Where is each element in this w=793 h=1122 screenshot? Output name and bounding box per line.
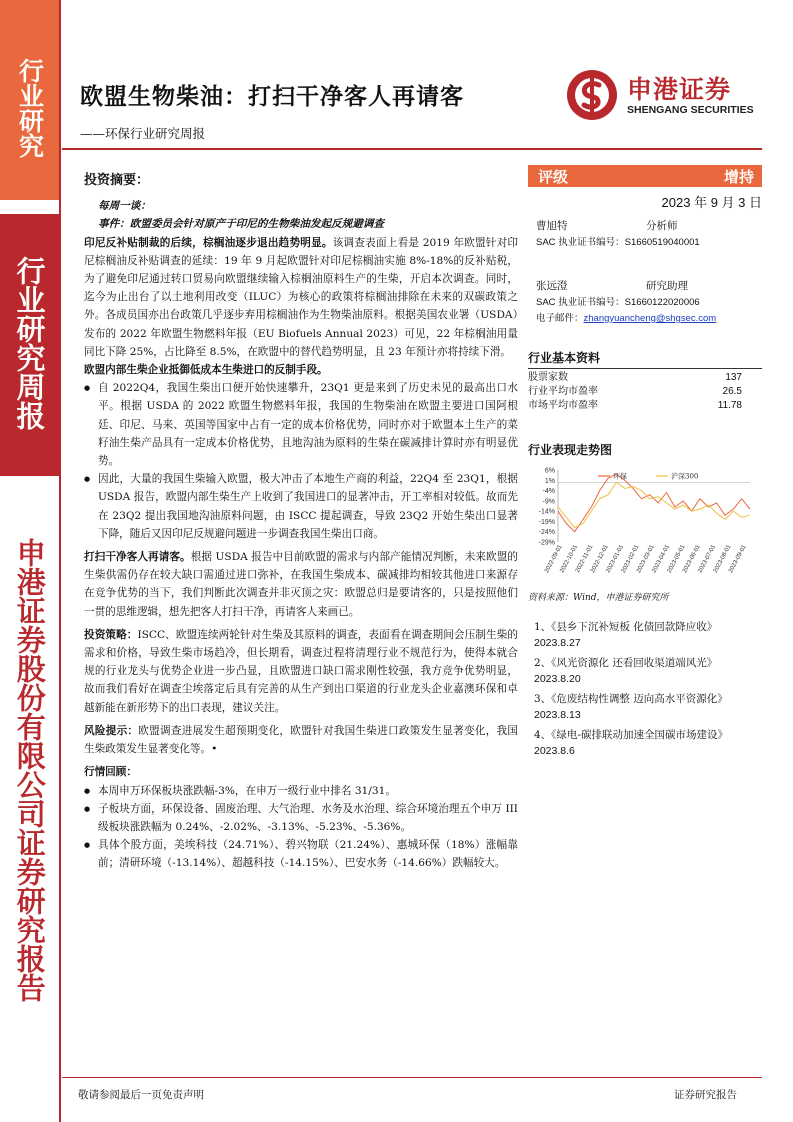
y-tick-label: 6% (544, 467, 555, 475)
performance-chart (528, 464, 762, 588)
x-tick-label: 2023-05-01 (666, 544, 687, 575)
legend-label: 环保 (613, 472, 627, 481)
sidebar (0, 0, 59, 1122)
logo-name-en: SHENGANG SECURITIES (627, 104, 754, 116)
paragraph-1-text: 该调查表面上看是 2019 年欧盟针对印尼棕榈油反补贴调查的延续：19 年 9 月起欧盟针对印尼棕榈油实施 8%-18%的反补贴税，为了避免印尼通过转口贸易向欧盟继续输入棕榈油原料生产的生柴，开启本次调查。同时，迄今为止出台了以土地利用改变（ILUC）为核心的政策将棕榈油排除在未来的双碳政策之外。各成员国亦出台政策几乎逐步弃用棕榈油作为生物柴油原料。根据美国农业署（USDA）发布的 2022 年欧盟生物燃料年报（EU Biofuels Annual 2023）可见，22 年棕榈油用量同比下降 25%，占比降至 8.5%，在欧盟中的替代趋势明显，且 23 年预计亦将持续下滑。 (84, 236, 518, 358)
related-report-date: 2023.8.6 (534, 744, 575, 757)
bullet-2: ● 因此，大量的我国生柴输入欧盟，极大冲击了本地生产商的利益，22Q4 至 23Q1，根据 USDA 报告，欧盟内部生柴生产上收到了我国进口的显著冲击，开工率相对较低。故而先在 23Q2 提出我国地沟油原料问题，由 ISCC 提起调查，导致 23Q2 开始生柴出口显著下降，随后又因印尼反规避问题进一步调查我国生柴出口商。 (84, 470, 518, 543)
y-tick-label: -9% (542, 498, 555, 506)
report-subtitle: ——环保行业研究周报 (80, 126, 206, 141)
x-tick-label: 2023-02-01 (620, 544, 641, 575)
report-title: 欧盟生物柴油：打扫干净客人再请客 (80, 83, 464, 110)
x-tick-label: 2023-09-01 (728, 544, 748, 575)
analyst-2-email-link[interactable]: zhangyuancheng@shgsec.com (583, 313, 717, 324)
x-tick-label: 2023-06-01 (682, 544, 702, 575)
basic-info-label: 市场平均市盈率 (528, 400, 598, 411)
basic-info-label: 行业平均市盈率 (528, 386, 598, 397)
related-report-item[interactable] (528, 692, 762, 723)
main-content (84, 172, 518, 873)
market-bullet-3: ● 具体个股方面，美埃科技（24.71%）、碧兴物联（21.24%）、惠城环保（18%）涨幅靠前；清研环境（-13.14%）、超越科技（-14.15%）、巴安水务（-14.66%）跌幅较大。 (84, 836, 518, 872)
related-report-title: 4、《绿电-碳排联动加速全国碳市场建设》 (534, 729, 728, 741)
bullet-1: ● 自 2022Q4，我国生柴出口便开始快速攀升，23Q1 更是来到了历史未见的最高出口水平。根据 USDA 的 2022 欧盟生物燃料年报，我国的生物柴油在欧盟主要进口国阿根廷、印尼、马来、英国等国家中占有一定的成本价格优势，同时亦对于欧盟本土生产的菜籽油生柴产品具有一定成本价格优势，且地沟油为原料的生柴在碳减排计算时亦有明显优势。 (84, 379, 518, 470)
analyst-2-name: 张远澄 (536, 280, 568, 292)
footer-disclaimer: 敬请参阅最后一页免责声明 (78, 1089, 204, 1101)
company-logo (565, 66, 765, 126)
market-bullet-2: ● 子板块方面，环保设备、固废治理、大气治理、水务及水治理、综合环境治理五个申万 III 级板块涨跌幅为 0.24%、-2.02%、-3.13%、-5.23%、-5.36%。 (84, 800, 518, 836)
rating-bar (528, 165, 762, 187)
paragraph-3-text: 根据 USDA 报告中目前欧盟的需求与内部产能情况判断，未来欧盟的生柴供需仍存在较大缺口需通过进口弥补，在我国生柴成本、碳减排均相较其他进口来源存在竞争优势的当下，我们判断此次调查并非灭顶之灾：欧盟总归是要请客的，只是按照他们一贯的思维逻辑，想先把客人打扫干净，再请客人来画已。 (84, 551, 518, 618)
related-report-item[interactable] (528, 728, 762, 759)
x-tick-label: 2023-01-01 (605, 544, 626, 575)
strategy-text: ISCC、欧盟连续两轮针对生柴及其原料的调查，表面看在调查期间会压制生柴的需求和价格，导致生柴市场趋冷，但长期看，调查过程将清理行业不规范行为，使得本就合规的行业龙头与优势企业进一步凸显，且欧盟进口缺口需求刚性较强，我方竞争优势明显，故而我们看好在调查尘埃落定后具有完善的从生产到出口渠道的行业龙头企业嘉澳环保和卓越新能在新形势下的出口表现，建议关注。 (84, 628, 518, 714)
logo-name-cn: 申港证券 (627, 75, 732, 104)
analyst-2-role: 研究助理 (646, 280, 688, 292)
y-tick-label: -24% (538, 529, 555, 537)
series-line-industry (558, 474, 750, 532)
chart-source: 资料来源：Wind，申港证券研究所 (528, 593, 669, 603)
legend-label: 沪深300 (671, 472, 699, 481)
report-date: 2023 年 9 月 3 日 (661, 195, 762, 210)
market-review-heading: 行情回顾： (84, 766, 137, 779)
basic-info-table (528, 371, 762, 413)
basic-info-heading: 行业基本资料 (528, 349, 762, 369)
x-tick-label: 2022-09-01 (544, 544, 564, 575)
sidebar-top-text: 行业研究 (15, 58, 45, 158)
related-report-date: 2023.8.20 (534, 672, 581, 685)
analyst-1-sac: SAC 执业证书编号：S1660519040001 (536, 237, 700, 248)
paragraph-1 (84, 234, 518, 361)
related-report-title: 1、《县乡下沉补短板 化债回款降应收》 (534, 621, 718, 633)
weekly-label: 每周一谈： (98, 200, 151, 213)
performance-chart-svg (528, 464, 762, 588)
paragraph-3 (84, 548, 518, 621)
basic-info-row (528, 399, 762, 413)
related-report-date: 2023.8.27 (534, 636, 581, 649)
chart-title: 行业表现走势图 (528, 443, 613, 457)
related-reports (528, 620, 762, 759)
sidebar-bottom-label (0, 476, 59, 1122)
x-tick-label: 2022-10-01 (559, 544, 580, 575)
y-tick-label: -4% (542, 488, 555, 496)
abstract-heading: 投资摘要： (84, 173, 150, 188)
related-report-item[interactable] (528, 656, 762, 687)
related-report-date: 2023.8.13 (534, 708, 581, 721)
event-line: 事件：欧盟委员会针对原产于印尼的生物柴油发起反规避调查 (98, 218, 385, 231)
sidebar-divider (59, 0, 61, 1122)
sidebar-mid-label (0, 214, 59, 476)
email-label: 电子邮件： (536, 313, 584, 324)
basic-info-value: 26.5 (722, 386, 742, 397)
x-tick-label: 2022-11-01 (574, 544, 595, 574)
risk-text: 欧盟调查进展发生超预期变化，欧盟针对我国生柴进口政策发生显著变化，我国生柴政策发生显著变化等。• (84, 724, 519, 756)
right-column (528, 165, 762, 764)
basic-info-value: 137 (725, 372, 742, 383)
footer-divider (62, 1077, 762, 1078)
rating-label: 评级 (538, 167, 569, 186)
basic-info-row (528, 385, 762, 399)
analyst-2 (528, 279, 762, 343)
strategy-lead: 投资策略： (84, 628, 138, 641)
x-tick-label: 2023-07-01 (697, 544, 718, 575)
sidebar-top-label (0, 0, 59, 200)
paragraph-1-lead: 印尼反补贴制裁的后续，棕榈油逐步退出趋势明显。 (84, 236, 333, 249)
sidebar-bottom-text: 申港证券股份有限公司证券研究报告 (12, 538, 47, 1002)
section-heading-2: 欧盟内部生柴企业抵御低成本生柴进口的反制手段。 (84, 364, 328, 377)
x-tick-label: 2023-03-01 (636, 544, 656, 575)
sidebar-mid-text: 行业研究周报 (12, 256, 47, 430)
y-tick-label: -14% (538, 508, 555, 516)
related-report-title: 3、《危废结构性调整 迈向高水平资源化》 (534, 693, 728, 705)
series-line-benchmark (558, 482, 750, 527)
x-tick-label: 2023-04-01 (651, 544, 672, 575)
header-divider (62, 148, 762, 150)
market-bullet-1: ● 本周申万环保板块涨跌幅-3%，在申万一级行业中排名 31/31。 (84, 782, 518, 800)
analyst-1-name: 曹旭特 (536, 220, 568, 232)
rating-value: 增持 (723, 167, 754, 186)
analyst-1-role: 分析师 (646, 220, 678, 232)
y-tick-label: -29% (538, 539, 555, 547)
basic-info-value: 11.78 (717, 400, 742, 411)
basic-info-label: 股票家数 (528, 372, 568, 383)
related-report-title: 2、《风光资源化 还看回收渠道端风光》 (534, 657, 718, 669)
x-tick-label: 2023-08-01 (712, 544, 733, 575)
y-tick-label: 1% (544, 477, 555, 485)
basic-info-row (528, 371, 762, 385)
y-tick-label: -19% (538, 518, 555, 526)
analyst-2-sac: SAC 执业证书编号：S1660122020006 (536, 297, 700, 308)
paragraph-3-lead: 打扫干净客人再请客。 (84, 551, 191, 564)
risk-warning (84, 722, 518, 758)
analyst-2-email-line (536, 311, 716, 326)
analyst-1 (528, 219, 762, 279)
investment-strategy (84, 626, 518, 717)
risk-lead: 风险提示： (84, 724, 139, 737)
related-report-item[interactable] (528, 620, 762, 651)
x-tick-label: 2022-12-01 (590, 544, 610, 575)
logo-mark-icon (565, 68, 619, 122)
footer-label: 证券研究报告 (674, 1089, 737, 1101)
